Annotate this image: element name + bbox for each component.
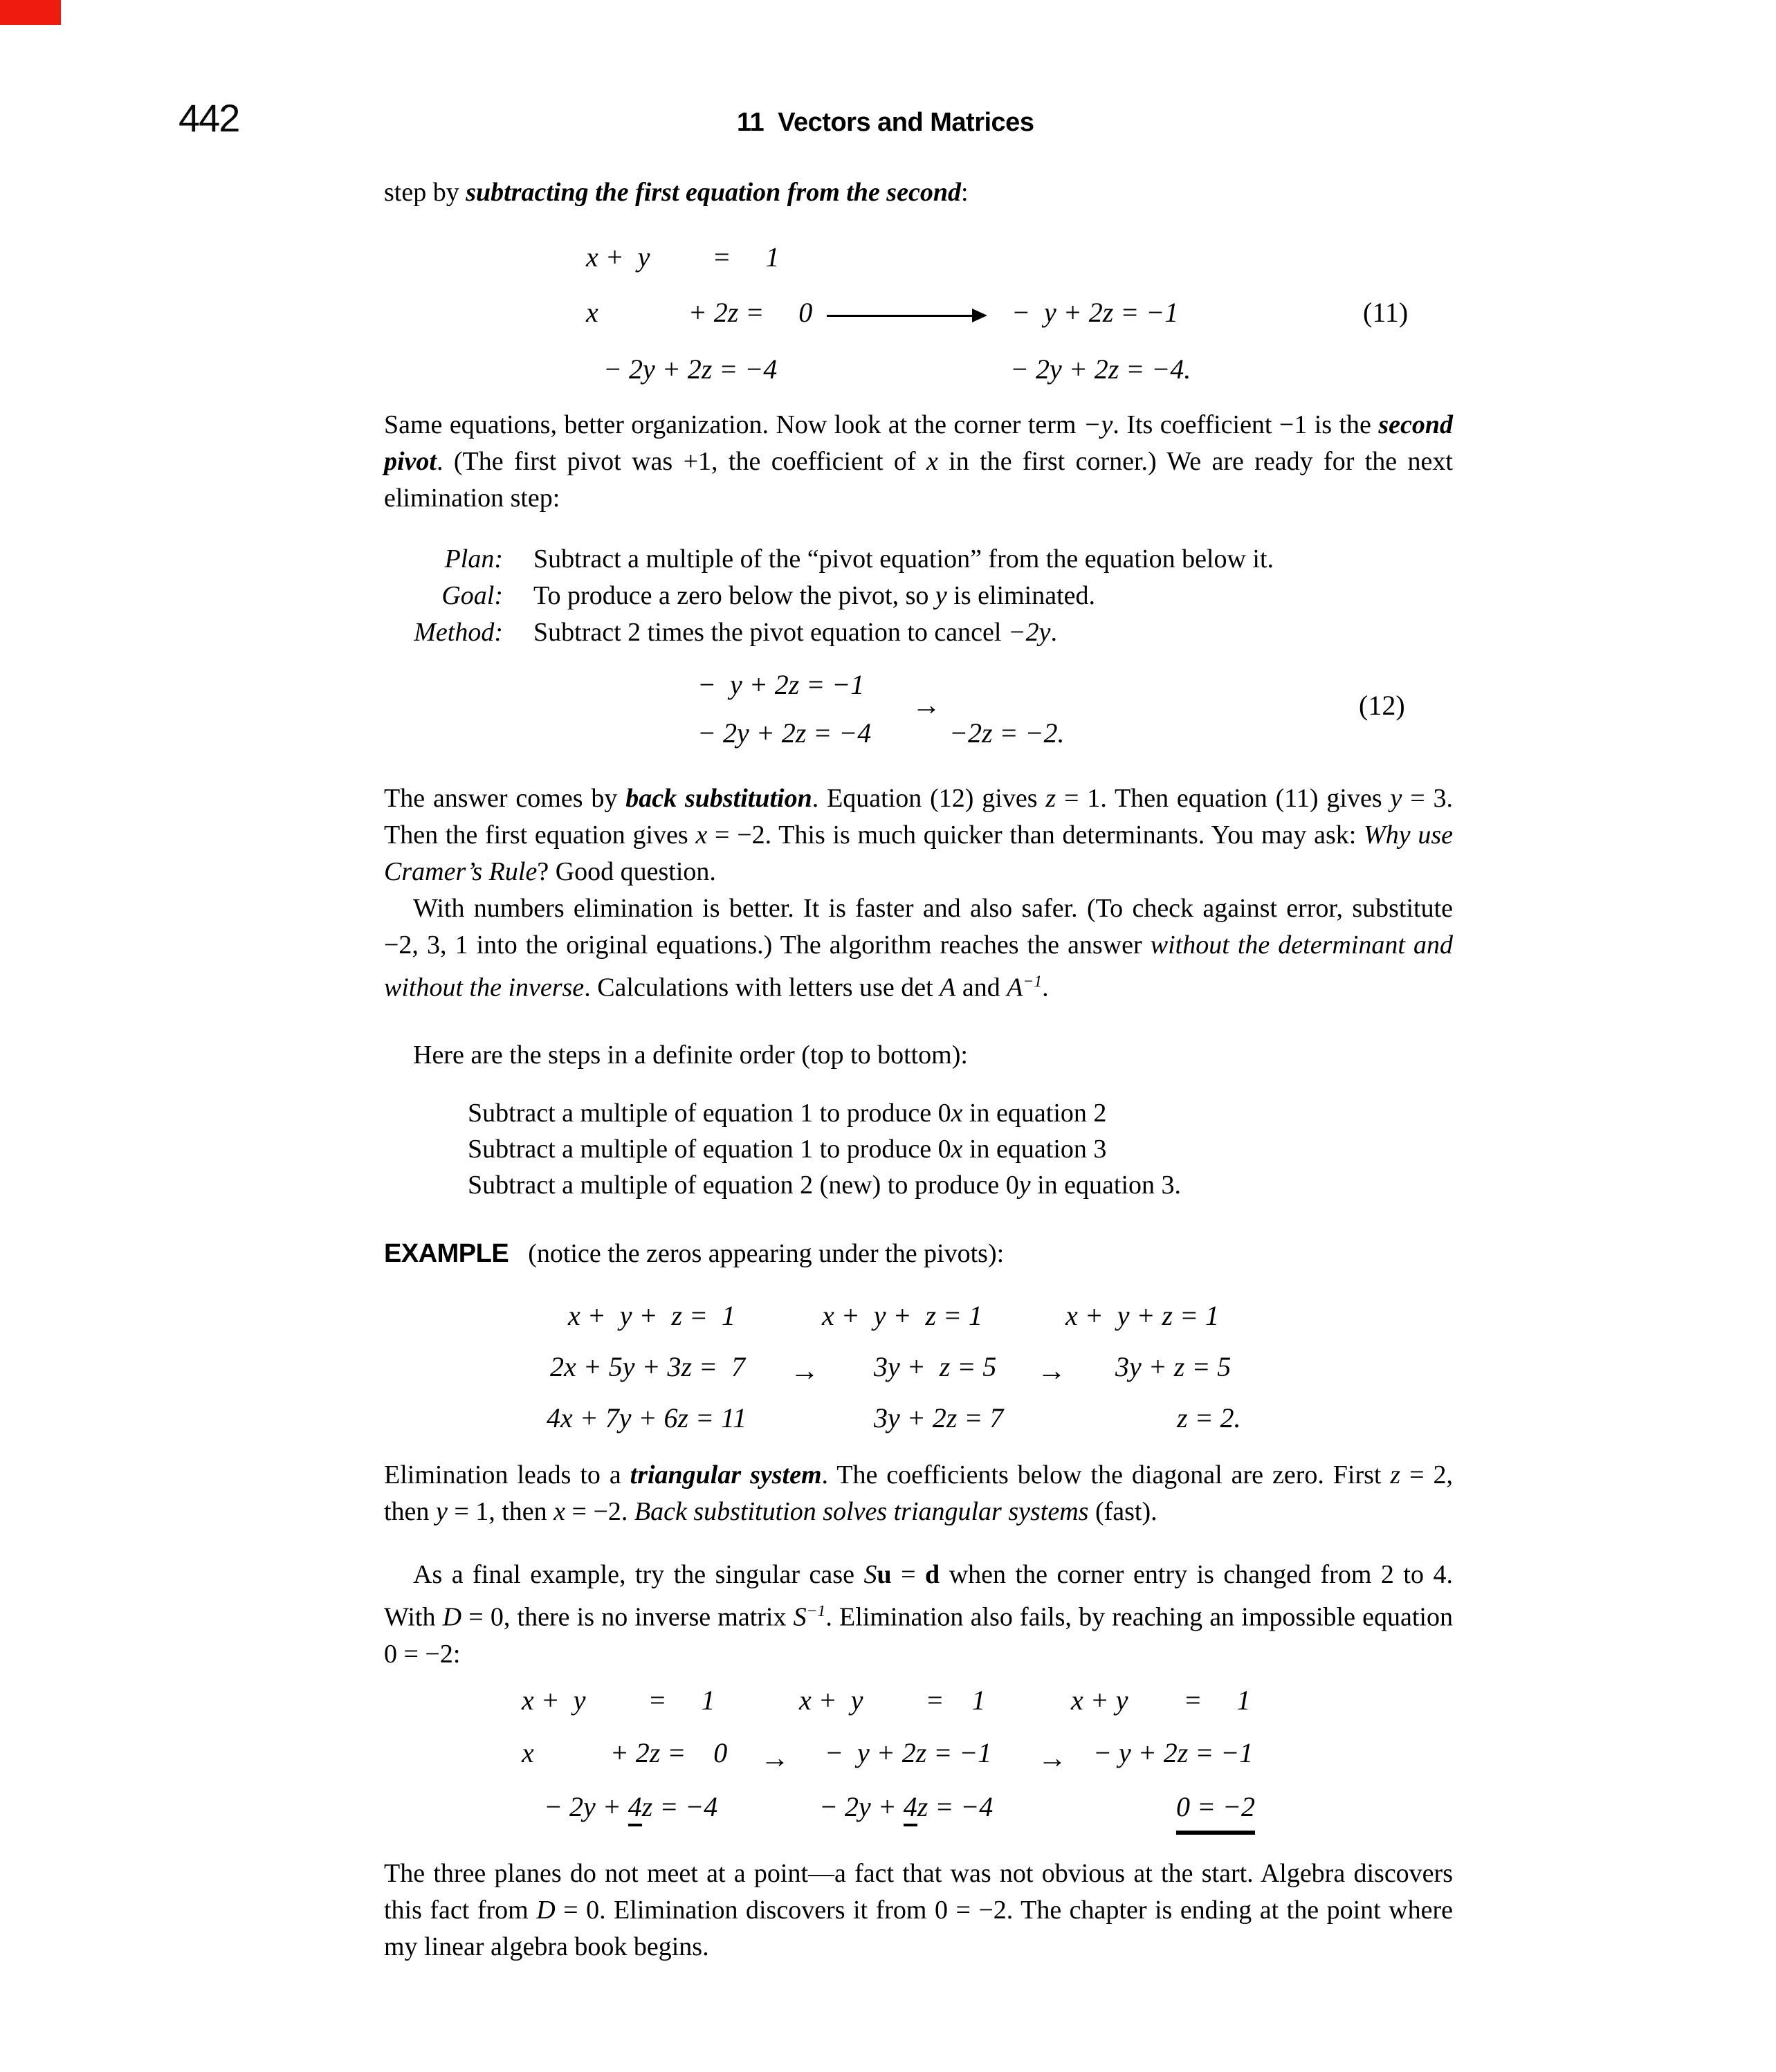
arrow-right-icon: → <box>1038 1743 1067 1775</box>
arrow-right-icon: → <box>1037 1355 1066 1387</box>
example-eq-r3c3: z = 2. <box>1177 1402 1241 1433</box>
example-eq-r1c1: x + y + z = 1 <box>568 1300 736 1331</box>
final-eq-r1c2: x + y = 1 <box>799 1685 986 1716</box>
final-eq-r3c1: − 2y + 4z = −4 <box>544 1790 717 1823</box>
example-eq-r3c1: 4x + 7y + 6z = 11 <box>547 1402 747 1433</box>
red-corner-mark <box>0 0 61 25</box>
arrow-right-icon: → <box>912 690 941 722</box>
eq12-label: (12) <box>1359 690 1405 721</box>
arrow-right-icon: → <box>760 1743 789 1775</box>
eq11-row2-right: − y + 2z = −1 <box>1011 297 1179 328</box>
eq11-row3-right: − 2y + 2z = −4. <box>1010 354 1191 385</box>
page-number: 442 <box>178 96 239 140</box>
eq11-row3-left: − 2y + 2z = −4 <box>603 354 778 385</box>
paragraph-final-example: As a final example, try the singular case Su = d when the corner entry is changed from 2 to 4. With D = 0, there is no inverse matrix $S^{-1}$. Elimination also fails, by reaching an impossible equation 0 = −2: <box>384 1560 1453 1669</box>
example-keyword: EXAMPLE <box>384 1239 509 1268</box>
paragraph-answer: The answer comes by back substitution. Equation (12) gives z = 1. Then equation (11) gives y = 3. Then the first equation gives x = −2. This is much quicker than determinants. You may ask: Why use Cramer’s Rule? Good question. <box>384 784 1453 886</box>
goal-text: To produce a zero below the pivot, so y is eliminated. <box>533 581 1096 610</box>
final-eq-r2c1: x + 2z = 0 <box>522 1737 728 1768</box>
eq11-row1-left: x + y = 1 <box>586 241 780 273</box>
plan-text: Subtract a multiple of the “pivot equation” from the equation below it. <box>533 544 1274 574</box>
eq12-bottom: − 2y + 2z = −4 <box>697 717 872 749</box>
final-eq-r1c3: x + y = 1 <box>1071 1685 1251 1716</box>
chapter-header: 11 Vectors and Matrices <box>737 108 1034 137</box>
example-eq-r3c2: 3y + 2z = 7 <box>874 1402 1004 1433</box>
paragraph-triangular: Elimination leads to a triangular system. The coefficients below the diagonal are zero. First z = 2, then y = 1, then x = −2. Back substitution solves triangular systems (fast). <box>384 1460 1453 1526</box>
eq11-label: (11) <box>1363 297 1409 328</box>
plan-row <box>384 541 1453 578</box>
method-label: Method: <box>414 618 503 647</box>
paragraph-same-equations: Same equations, better organization. Now look at the corner term −y. Its coefficient −1 is the second pivot. (The first pivot was +1, the coefficient of x in the first corner.) We are ready for the next elimination step: <box>384 410 1453 513</box>
example-heading <box>384 1238 1004 1269</box>
step-2: Subtract a multiple of equation 1 to produce 0x in equation 3 <box>468 1135 1107 1164</box>
example-eq-r2c3: 3y + z = 5 <box>1115 1351 1232 1382</box>
step-1: Subtract a multiple of equation 1 to produce 0x in equation 2 <box>468 1099 1107 1128</box>
arrow-right-icon: → <box>790 1355 819 1387</box>
goal-row <box>384 578 1453 614</box>
eq12-result: −2z = −2. <box>949 717 1065 749</box>
step-3: Subtract a multiple of equation 2 (new) to produce 0y in equation 3. <box>468 1171 1182 1200</box>
example-eq-r1c2: x + y + z = 1 <box>822 1300 983 1331</box>
final-eq-r3c3: 0 = −2 <box>1176 1790 1255 1823</box>
example-caption: (notice the zeros appearing under the pivots): <box>528 1239 1005 1268</box>
final-eq-r1c1: x + y = 1 <box>522 1685 715 1716</box>
eq11-row2-left: x + 2z = 0 <box>586 297 813 328</box>
final-eq-r2c3: − y + 2z = −1 <box>1093 1737 1254 1768</box>
example-eq-r2c2: 3y + z = 5 <box>874 1351 997 1382</box>
goal-label: Goal: <box>441 581 503 610</box>
final-eq-r2c2: − y + 2z = −1 <box>825 1737 992 1768</box>
final-eq-r3c2: − 2y + 4z = −4 <box>819 1790 993 1823</box>
paragraph-intro: step by subtracting the first equation from the second: <box>384 178 969 207</box>
paragraph-closing: The three planes do not meet at a point—a fact that was not obvious at the start. Algebra discovers this fact from D = 0. Elimination discovers it from 0 = −2. The chapter is ending at the point where my linear algebra book begins. <box>384 1859 1454 1961</box>
example-eq-r1c3: x + y + z = 1 <box>1065 1300 1220 1331</box>
example-eq-r2c1: 2x + 5y + 3z = 7 <box>550 1351 746 1382</box>
paragraph-numbers: With numbers elimination is better. It is faster and also safer. (To check against error, substitute −2, 3, 1 into the original equations.) The algorithm reaches the answer without the determinant and without the inverse. Calculations with letters use det A and $A^{-1}$. <box>384 894 1454 1002</box>
eq12-top: − y + 2z = −1 <box>697 669 865 700</box>
paragraph-steps-intro: Here are the steps in a definite order (top to bottom): <box>413 1040 968 1070</box>
long-arrow-right-icon <box>827 315 985 317</box>
method-text: Subtract 2 times the pivot equation to cancel −2y. <box>533 618 1057 647</box>
method-row <box>384 614 1453 651</box>
plan-label: Plan: <box>444 544 503 574</box>
